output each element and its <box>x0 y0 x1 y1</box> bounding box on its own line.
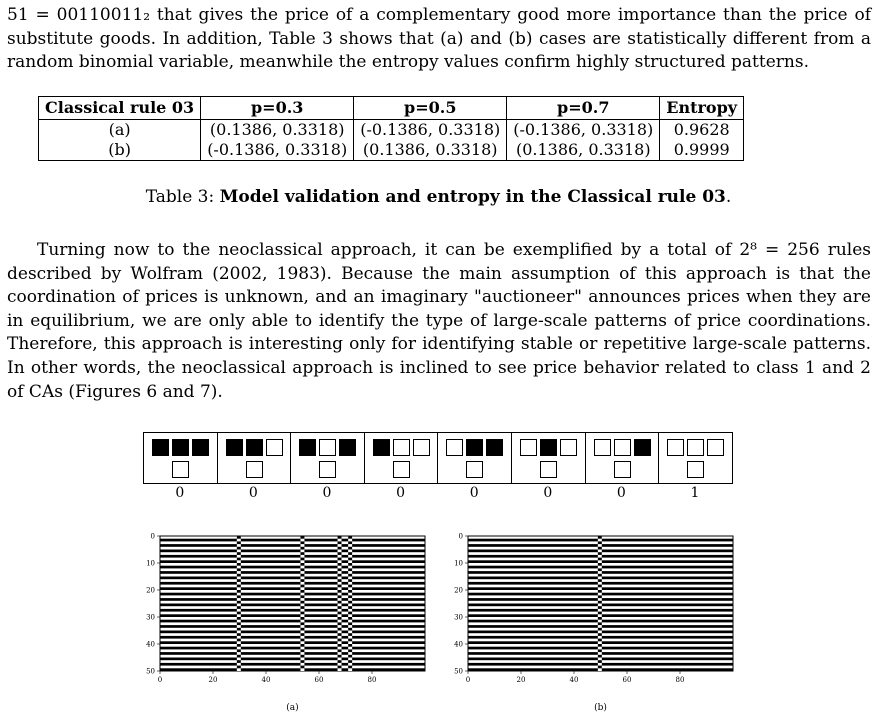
ca-column-cell <box>348 590 352 593</box>
output-square <box>246 461 263 478</box>
y-tick-label: 40 <box>454 640 463 649</box>
table-header-cell: p=0.7 <box>507 97 660 120</box>
ca-column-cell <box>237 579 241 582</box>
neighborhood-square <box>319 439 336 456</box>
y-tick-label: 10 <box>146 559 155 568</box>
x-tick-label: 20 <box>516 676 526 684</box>
ca-row-band <box>160 560 425 563</box>
ca-column-cell <box>300 585 304 588</box>
rule-cell <box>586 433 660 484</box>
x-tick-label: 20 <box>208 676 218 684</box>
y-tick-label: 0 <box>150 532 155 541</box>
y-tick-label: 30 <box>146 613 155 622</box>
ca-column-cell <box>237 536 241 539</box>
neighborhood-square <box>393 439 410 456</box>
ca-column-cell <box>598 644 602 647</box>
neighborhood-square <box>299 439 316 456</box>
ca-column-cell <box>237 628 241 631</box>
rule-output-label: 0 <box>396 485 406 501</box>
output-square <box>393 461 410 478</box>
ca-column-cell <box>338 590 342 593</box>
x-tick-label: 40 <box>569 676 579 684</box>
ca-column-cell <box>348 579 352 582</box>
ca-column-cell <box>237 595 241 598</box>
ca-column-cell <box>300 606 304 609</box>
ca-column-cell <box>237 617 241 620</box>
neighborhood-square <box>226 439 243 456</box>
x-tick-label: 40 <box>261 676 271 684</box>
ca-column-cell <box>348 666 352 669</box>
ca-plot-b <box>448 530 743 720</box>
neighborhood-square <box>413 439 430 456</box>
rule-output-label: 0 <box>616 485 626 501</box>
ca-column-cell <box>237 563 241 566</box>
ca-column-cell <box>338 649 342 652</box>
ca-column-cell <box>300 574 304 577</box>
ca-column-cell <box>598 660 602 663</box>
ca-column-cell <box>598 649 602 652</box>
subfigure-label: (a) <box>286 703 299 713</box>
y-tick-label: 30 <box>454 613 463 622</box>
ca-column-cell <box>237 644 241 647</box>
neighborhood-square <box>446 439 463 456</box>
ca-column-cell <box>237 585 241 588</box>
ca-column-cell <box>300 633 304 636</box>
ca-column-cell <box>300 639 304 642</box>
ca-column-cell <box>598 655 602 658</box>
ca-row-band <box>160 555 425 558</box>
ca-column-cell <box>237 649 241 652</box>
neighborhood-square <box>687 439 704 456</box>
table-cell: (0.1386, 0.3318) <box>354 140 507 161</box>
neighborhood-square <box>339 439 356 456</box>
rule-cell <box>512 433 586 484</box>
caption-prefix: Table 3: <box>145 187 220 207</box>
ca-column-cell <box>338 563 342 566</box>
ca-column-cell <box>338 574 342 577</box>
table-cell: 0.9628 <box>660 120 744 141</box>
neighborhood-square <box>667 439 684 456</box>
rule-cell <box>659 433 733 484</box>
ca-column-cell <box>237 622 241 625</box>
neighborhood-square <box>634 439 651 456</box>
neighborhood-square <box>614 439 631 456</box>
ca-column-cell <box>348 568 352 571</box>
table-cell: (0.1386, 0.3318) <box>507 140 660 161</box>
caption-suffix: . <box>725 187 732 207</box>
ca-plot-a <box>140 530 430 720</box>
ca-column-cell <box>348 633 352 636</box>
ca-column-cell <box>300 617 304 620</box>
rule-output-label: 0 <box>175 485 185 501</box>
ca-column-cell <box>348 536 352 539</box>
ca-column-cell <box>300 649 304 652</box>
ca-column-cell <box>348 552 352 555</box>
rule-cell <box>291 433 365 484</box>
body-paragraph-1: 51 = 00110011₂ that gives the price of a complementary good more importance than the price of substitute goods. In addition, Table 3 shows that (a) and (b) cases are statistically different from a random binomial variable, meanwhile the entropy values confirm highly structured patterns. <box>7 5 871 73</box>
caption-title: Model validation and entropy in the Classical rule 03 <box>219 187 726 207</box>
ca-row-band <box>160 647 425 650</box>
ca-column-cell <box>598 633 602 636</box>
results-table <box>38 96 744 161</box>
table-header-row <box>39 97 744 120</box>
output-square <box>687 461 704 478</box>
table-cell: (a) <box>39 120 201 141</box>
ca-column-cell <box>338 595 342 598</box>
output-square <box>466 461 483 478</box>
table-cell: (0.1386, 0.3318) <box>201 120 354 141</box>
ca-column-cell <box>338 628 342 631</box>
neighborhood-square <box>246 439 263 456</box>
ca-column-cell <box>348 649 352 652</box>
y-tick-label: 40 <box>146 640 155 649</box>
ca-column-cell <box>300 601 304 604</box>
ca-column-cell <box>348 585 352 588</box>
neighborhood-square <box>486 439 503 456</box>
ca-column-cell <box>338 622 342 625</box>
ca-row-band <box>160 582 425 585</box>
table-row <box>39 140 744 161</box>
ca-column-cell <box>338 547 342 550</box>
ca-row-band <box>160 593 425 596</box>
ca-column-cell <box>237 552 241 555</box>
ca-column-cell <box>237 590 241 593</box>
ca-column-cell <box>338 617 342 620</box>
table-cell: (-0.1386, 0.3318) <box>507 120 660 141</box>
neighborhood-square <box>466 439 483 456</box>
ca-row-band <box>160 544 425 547</box>
body-paragraph-2: Turning now to the neoclassical approach, it can be exemplified by a total of 2⁸ = 256 rules described by Wolfram (2002, 1983). Because the main assumption of this approach is that the coordination of prices is unknown, and an imaginary "auctioneer" announces prices when they are in equilibrium, we are only able to identify the type of large-scale patterns of price coordinations. Therefore, this approach is interesting only for identifying stable or repetitive large-scale patterns. In other words, the neoclassical approach is inclined to see price behavior related to class 1 and 2 of CAs (Figures 6 and 7). <box>7 240 871 402</box>
ca-column-cell <box>300 547 304 550</box>
ca-column-cell <box>598 541 602 544</box>
ca-column-cell <box>338 606 342 609</box>
ca-column-cell <box>598 563 602 566</box>
ca-column-cell <box>598 585 602 588</box>
neighborhood-square <box>172 439 189 456</box>
table-cell: (b) <box>39 140 201 161</box>
ca-row-band <box>160 631 425 634</box>
ca-column-cell <box>300 622 304 625</box>
ca-column-cell <box>348 644 352 647</box>
ca-column-cell <box>598 639 602 642</box>
ca-column-cell <box>348 628 352 631</box>
ca-row-band <box>160 587 425 590</box>
ca-row-band <box>160 614 425 617</box>
ca-column-cell <box>300 595 304 598</box>
neighborhood-square <box>707 439 724 456</box>
output-square <box>172 461 189 478</box>
ca-column-cell <box>338 655 342 658</box>
table-header-cell: Entropy <box>660 97 744 120</box>
ca-column-cell <box>237 568 241 571</box>
ca-column-cell <box>338 601 342 604</box>
ca-column-cell <box>598 590 602 593</box>
output-square <box>319 461 336 478</box>
ca-column-cell <box>338 644 342 647</box>
ca-column-cell <box>338 612 342 615</box>
ca-column-cell <box>598 601 602 604</box>
ca-column-cell <box>348 655 352 658</box>
ca-column-cell <box>237 612 241 615</box>
x-tick-label: 80 <box>367 676 377 684</box>
x-tick-label: 0 <box>465 676 471 684</box>
ca-column-cell <box>348 563 352 566</box>
table-caption <box>0 187 877 207</box>
table-header-cell: Classical rule 03 <box>39 97 201 120</box>
ca-column-cell <box>237 558 241 561</box>
ca-row-band <box>160 577 425 580</box>
ca-column-cell <box>348 639 352 642</box>
ca-row-band <box>160 625 425 628</box>
ca-column-cell <box>338 536 342 539</box>
ca-column-cell <box>348 558 352 561</box>
ca-column-cell <box>598 612 602 615</box>
ca-column-cell <box>300 568 304 571</box>
output-square <box>540 461 557 478</box>
neighborhood-square <box>266 439 283 456</box>
table-header-cell: p=0.5 <box>354 97 507 120</box>
neighborhood-square <box>540 439 557 456</box>
ca-column-cell <box>300 563 304 566</box>
ca-row-band <box>160 609 425 612</box>
ca-column-cell <box>598 547 602 550</box>
rule-output-label: 0 <box>248 485 258 501</box>
ca-column-cell <box>598 606 602 609</box>
ca-column-cell <box>348 622 352 625</box>
rule-output-label: 0 <box>543 485 553 501</box>
ca-column-cell <box>300 590 304 593</box>
neighborhood-square <box>152 439 169 456</box>
output-square <box>614 461 631 478</box>
ca-column-cell <box>237 574 241 577</box>
ca-column-cell <box>598 574 602 577</box>
neighborhood-square <box>594 439 611 456</box>
ca-column-cell <box>237 666 241 669</box>
neighborhood-square <box>560 439 577 456</box>
y-tick-label: 10 <box>454 559 463 568</box>
ca-column-cell <box>237 606 241 609</box>
neighborhood-square <box>192 439 209 456</box>
y-tick-label: 50 <box>146 667 155 676</box>
x-tick-label: 60 <box>622 676 632 684</box>
ca-column-cell <box>338 558 342 561</box>
ca-column-cell <box>598 617 602 620</box>
ca-column-cell <box>300 628 304 631</box>
rule-output-label: 0 <box>469 485 479 501</box>
ca-column-cell <box>598 568 602 571</box>
y-tick-label: 20 <box>146 586 155 595</box>
ca-column-cell <box>237 633 241 636</box>
ca-column-cell <box>300 541 304 544</box>
x-tick-label: 80 <box>675 676 685 684</box>
y-tick-label: 0 <box>458 532 463 541</box>
table-cell: (-0.1386, 0.3318) <box>201 140 354 161</box>
ca-column-cell <box>300 655 304 658</box>
ca-row-band <box>160 620 425 623</box>
rule-cell <box>218 433 292 484</box>
ca-row-band <box>160 604 425 607</box>
ca-row-band <box>160 652 425 655</box>
ca-column-cell <box>338 666 342 669</box>
table-row <box>39 120 744 141</box>
rule-cell <box>365 433 439 484</box>
rule-cell <box>144 433 218 484</box>
ca-column-cell <box>598 622 602 625</box>
ca-column-cell <box>598 552 602 555</box>
ca-column-cell <box>338 541 342 544</box>
y-tick-label: 20 <box>454 586 463 595</box>
ca-column-cell <box>598 536 602 539</box>
neighborhood-square <box>373 439 390 456</box>
ca-column-cell <box>348 660 352 663</box>
ca-column-cell <box>598 579 602 582</box>
ca-column-cell <box>300 666 304 669</box>
ca-column-cell <box>300 536 304 539</box>
ca-row-band <box>160 550 425 553</box>
ca-column-cell <box>237 547 241 550</box>
ca-column-cell <box>300 644 304 647</box>
subfigure-label: (b) <box>594 703 607 713</box>
ca-row-band <box>160 571 425 574</box>
ca-column-cell <box>338 552 342 555</box>
y-tick-label: 50 <box>454 667 463 676</box>
table-header-cell: p=0.3 <box>201 97 354 120</box>
ca-column-cell <box>598 666 602 669</box>
ca-column-cell <box>338 585 342 588</box>
table-cell: (-0.1386, 0.3318) <box>354 120 507 141</box>
ca-column-cell <box>300 552 304 555</box>
rule-output-label: 1 <box>690 485 700 501</box>
ca-column-cell <box>338 639 342 642</box>
neighborhood-square <box>520 439 537 456</box>
ca-row-band <box>160 636 425 639</box>
ca-column-cell <box>237 541 241 544</box>
ca-row-band <box>160 668 425 671</box>
table-cell: 0.9999 <box>660 140 744 161</box>
ca-row-band <box>160 641 425 644</box>
ca-column-cell <box>300 558 304 561</box>
ca-column-cell <box>237 601 241 604</box>
rule-output-label: 0 <box>322 485 332 501</box>
ca-column-cell <box>338 579 342 582</box>
ca-row-band <box>160 539 425 542</box>
rule-cell <box>438 433 512 484</box>
ca-column-cell <box>348 595 352 598</box>
ca-row-band <box>160 566 425 569</box>
ca-column-cell <box>598 628 602 631</box>
ca-column-cell <box>348 601 352 604</box>
ca-column-cell <box>237 660 241 663</box>
ca-column-cell <box>348 606 352 609</box>
ca-column-cell <box>338 633 342 636</box>
x-tick-label: 60 <box>314 676 324 684</box>
ca-column-cell <box>348 547 352 550</box>
ca-column-cell <box>598 595 602 598</box>
ca-row-band <box>160 658 425 661</box>
ca-column-cell <box>300 579 304 582</box>
ca-column-cell <box>348 612 352 615</box>
ca-column-cell <box>348 541 352 544</box>
ca-column-cell <box>598 558 602 561</box>
ca-column-cell <box>300 660 304 663</box>
ca-column-cell <box>348 574 352 577</box>
x-tick-label: 0 <box>157 676 163 684</box>
ca-column-cell <box>348 617 352 620</box>
ca-row-band <box>160 598 425 601</box>
ca-column-cell <box>338 660 342 663</box>
ca-column-cell <box>237 655 241 658</box>
ca-row-band <box>160 663 425 666</box>
ca-column-cell <box>300 612 304 615</box>
rule-icon-table <box>143 432 733 484</box>
ca-column-cell <box>237 639 241 642</box>
ca-column-cell <box>338 568 342 571</box>
